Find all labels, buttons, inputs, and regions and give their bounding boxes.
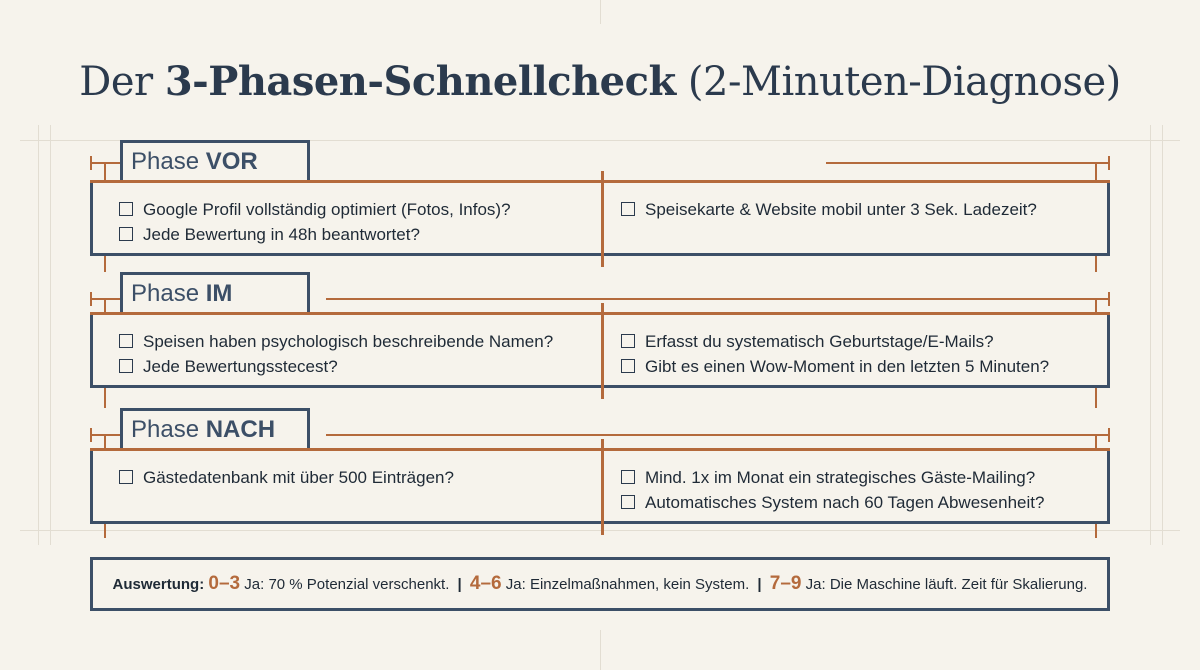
phase-im-box: [90, 312, 1110, 388]
accent-line: [1108, 428, 1110, 442]
checklist-item[interactable]: Google Profil vollständig optimiert (Fotos, Infos)?: [119, 197, 589, 222]
checklist-item[interactable]: Automatisches System nach 60 Tagen Abwesenheit?: [621, 490, 1101, 515]
accent-line: [326, 434, 1110, 436]
page-title: Der 3-Phasen-Schnellcheck (2-Minuten-Diagnose): [79, 58, 1121, 105]
accent-line: [90, 292, 92, 306]
phase-nach-left-column: [119, 465, 589, 490]
phase-im-left-column: [119, 329, 589, 379]
checklist-item[interactable]: Jede Bewertungsstecest?: [119, 354, 589, 379]
checklist-item[interactable]: Speisekarte & Website mobil unter 3 Sek. Ladezeit?: [621, 197, 1101, 222]
checkbox[interactable]: [119, 334, 133, 348]
score-text-low: Ja: 70 % Potenzial verschenkt.: [244, 576, 450, 593]
decor-line: [600, 630, 601, 670]
phase-vor-left-column: [119, 197, 589, 247]
checkbox[interactable]: [621, 359, 635, 373]
checkbox[interactable]: [621, 202, 635, 216]
accent-line: [1108, 156, 1110, 170]
checkbox[interactable]: [621, 334, 635, 348]
phase-im-label: Phase IM: [120, 272, 310, 312]
checkbox[interactable]: [621, 495, 635, 509]
checklist-item[interactable]: Erfasst du systematisch Geburtstage/E-Mails?: [621, 329, 1101, 354]
summary-separator: |: [757, 576, 762, 593]
accent-line: [1108, 292, 1110, 306]
decor-line: [1150, 125, 1151, 545]
accent-line: [826, 162, 1110, 164]
phase-im-section: [90, 272, 1110, 402]
score-range-low: 0–3: [208, 573, 241, 594]
phase-im-right-column: [621, 329, 1101, 379]
column-divider: [601, 303, 604, 399]
score-range-high: 7–9: [769, 573, 802, 594]
checkbox[interactable]: [119, 359, 133, 373]
phase-nach-right-column: [621, 465, 1101, 515]
checklist-item[interactable]: Jede Bewertung in 48h beantwortet?: [119, 222, 589, 247]
checkbox[interactable]: [119, 470, 133, 484]
phase-vor-box: [90, 180, 1110, 256]
score-text-mid: Ja: Einzelmaßnahmen, kein System.: [505, 576, 750, 593]
column-divider: [601, 171, 604, 267]
score-range-mid: 4–6: [469, 573, 502, 594]
phase-nach-section: [90, 408, 1110, 538]
decor-line: [600, 0, 601, 24]
checklist-item[interactable]: Speisen haben psychologisch beschreibende Namen?: [119, 329, 589, 354]
summary-lead: Auswertung:: [112, 576, 205, 593]
phase-vor-section: [90, 140, 1110, 270]
checklist-item[interactable]: Gästedatenbank mit über 500 Einträgen?: [119, 465, 589, 490]
decor-line: [50, 125, 51, 545]
column-divider: [601, 439, 604, 535]
phase-nach-label: Phase NACH: [120, 408, 310, 448]
checkbox[interactable]: [621, 470, 635, 484]
accent-line: [90, 156, 92, 170]
checklist-item[interactable]: Gibt es einen Wow-Moment in den letzten 5 Minuten?: [621, 354, 1101, 379]
summary-separator: |: [457, 576, 462, 593]
accent-line: [90, 428, 92, 442]
decor-line: [38, 125, 39, 545]
accent-line: [326, 298, 1110, 300]
score-text-high: Ja: Die Maschine läuft. Zeit für Skalierung.: [805, 576, 1088, 593]
phase-nach-box: [90, 448, 1110, 524]
decor-line: [1162, 125, 1163, 545]
checklist-item[interactable]: Mind. 1x im Monat ein strategisches Gäste-Mailing?: [621, 465, 1101, 490]
checkbox[interactable]: [119, 227, 133, 241]
checkbox[interactable]: [119, 202, 133, 216]
evaluation-summary: [90, 557, 1110, 611]
phase-vor-label: Phase VOR: [120, 140, 310, 180]
phase-vor-right-column: [621, 197, 1101, 222]
